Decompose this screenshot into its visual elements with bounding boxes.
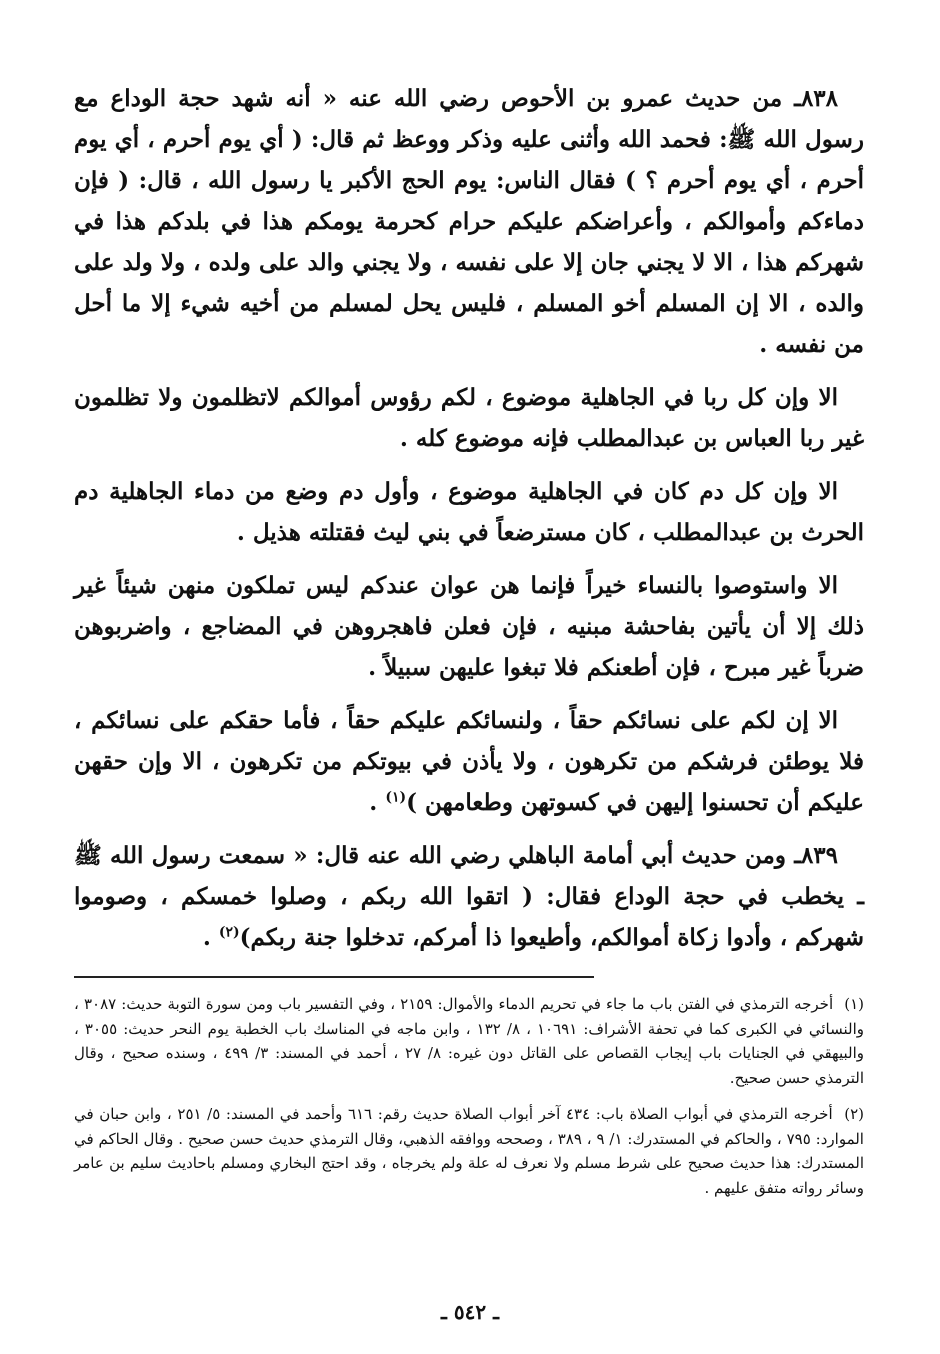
footnote-1 [74,992,864,1090]
footnote-ref-1[interactable]: (١) [385,789,407,806]
footnote-separator [74,976,594,978]
blood-paragraph [74,471,864,553]
rights-paragraph [74,700,864,823]
footnote-2-number: (٢) [844,1105,865,1123]
hadith-839-text: ٨٣٩ـ ومن حديث أبي أمامة الباهلي رضي الله عنه قال: « سمعت رسول الله ﷺ ـ يخطب في حجة الوداع فقال: ( اتقوا الله ربكم ، وصلوا خمسكم ، وصوموا شهركم ، وأدوا زكاة أموالكم، وأطيعوا ذا أمركم، تدخلوا جنة ربكم) [74,842,864,951]
riba-paragraph [74,377,864,459]
riba-text: الا وإن كل ربا في الجاهلية موضوع ، لكم رؤوس أموالكم لاتظلمون ولا تظلمون غير ربا العباس بن عبدالمطلب فإنه موضوع كله . [74,384,864,452]
women-paragraph [74,565,864,688]
footnote-ref-2[interactable]: (٢) [218,924,240,941]
page-number: ـ ٥٤٢ ـ [441,1300,499,1324]
hadith-838-text: ٨٣٨ـ من حديث عمرو بن الأحوص رضي الله عنه « أنه شهد حجة الوداع مع رسول الله ﷺ: فحمد الله وأثنى عليه وذكر ووعظ ثم قال: ( أي يوم أحرم ، أي يوم أحرم ، أي يوم أحرم ؟ ) فقال الناس: يوم الحج الأكبر يا رسول الله ، قال: ( فإن دماءكم وأموالكم ، وأعراضكم عليكم حرام كحرمة يومكم هذا في بلدكم هذا في شهركم هذا ، الا لا يجني جان إلا على نفسه ، ولا يجني والد على ولده ، ولا ولد على والده ، الا إن المسلم أخو المسلم ، فليس يحل لمسلم من أخيه شيء إلا ما أحل من نفسه . [74,85,864,358]
footnote-1-text: أخرجه الترمذي في الفتن باب ما جاء في تحريم الدماء والأموال: ٢١٥٩ ، وفي التفسير باب ومن سورة التوبة حديث: ٣٠٨٧ ، والنسائي في الكبرى كما في تحفة الأشراف: ١٠٦٩١ ، ٨/ ١٣٢ ، وابن ماجه في المناسك باب الخطبة يوم النحر حديث: ٣٠٥٥ ، والبيهقي في الجنايات باب إيجاب القصاص على القاتل دون غيره: ٨/ ٢٧ ، أحمد في المسند: ٣/ ٤٩٩ ، وسنده صحيح ، وقال الترمذي حسن صحيح. [74,995,864,1087]
rights-text: الا إن لكم على نسائكم حقاً ، ولنسائكم عليكم حقاً ، فأما حقكم على نسائكم ، فلا يوطئن فرشكم من تكرهون ، ولا يأذن في بيوتكم من تكرهون ، الا وإن حقهن عليكم أن تحسنوا إليهن في كسوتهن وطعامهن ) [74,707,864,816]
hadith-839-end: . [202,924,219,951]
footnote-separator-wrap [74,976,864,978]
footnote-1-number: (١) [844,995,864,1013]
footnote-2 [74,1102,864,1200]
blood-text: الا وإن كل دم كان في الجاهلية موضوع ، وأول دم وضع من دماء الجاهلية دم الحرث بن عبدالمطلب ، كان مسترضعاً في بني ليث فقتلته هذيل . [74,478,864,546]
hadith-839-paragraph [74,835,864,958]
footnote-2-text: أخرجه الترمذي في أبواب الصلاة باب: ٤٣٤ آخر أبواب الصلاة حديث رقم: ٦١٦ وأحمد في المسند: ٥/ ٢٥١ ، وابن حبان في الموارد: ٧٩٥ ، والحاكم في المستدرك: ١/ ٩ ، ٣٨٩ ، وصححه ووافقه الذهبي، وقال الترمذي حديث حسن صحيح . وقال الحاكم في المستدرك: هذا حديث صحيح على شرط مسلم ولا نعرف له علة ولم يخرجاه ، وقد احتج البخاري ومسلم باحاديث سليم بن عامر وسائر رواته متفق عليهم . [74,1105,864,1197]
hadith-838-paragraph [74,78,864,365]
rights-end: . [369,789,386,816]
women-text: الا واستوصوا بالنساء خيراً فإنما هن عوان عندكم ليس تملكون منهن شيئاً غير ذلك إلا أن يأتين بفاحشة مبنيه ، فإن فعلن فاهجروهن في المضاجع ، واضربوهن ضرباً غير مبرح ، فإن أطعنكم فلا تبغوا عليهن سبيلاً . [74,572,864,681]
